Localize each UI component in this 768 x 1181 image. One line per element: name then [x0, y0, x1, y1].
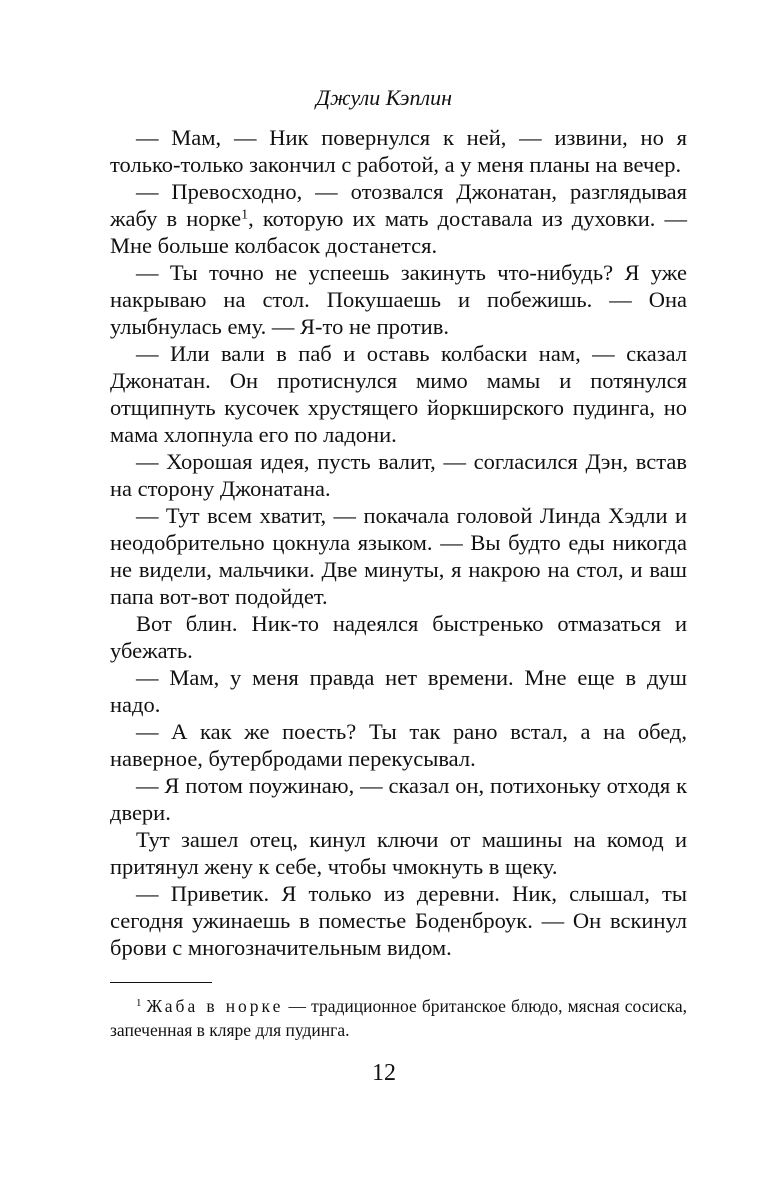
paragraph: Вот блин. Ник-то надеялся быстренько отмазаться и убежать. — [110, 611, 687, 663]
paragraph: — Хорошая идея, пусть валит, — согласился Дэн, встав на сторону Джонатана. — [110, 449, 687, 501]
running-header: Джули Кэплин — [316, 85, 452, 110]
paragraph: — Тут всем хватит, — покачала головой Линда Хэдли и неодобрительно цокнула языком. — Вы будто еды никогда не видели, мальчики. Две минуты, я накрою на стол, и ваш папа вот-вот подойдет. — [110, 503, 687, 609]
paragraph: — А как же поесть? Ты так рано встал, а на обед, наверное, бутербродами перекусывал. — [110, 719, 687, 771]
footnote — [110, 994, 687, 1042]
footnote-marker: 1 — [136, 997, 142, 1010]
footnote-divider — [110, 982, 212, 983]
paragraph — [110, 178, 687, 259]
paragraph: — Или вали в паб и оставь колбаски нам, — сказал Джонатан. Он протиснулся мимо мамы и потянулся отщипнуть кусочек хрустящего йоркширского пудинга, но мама хлопнула его по ладони. — [110, 341, 687, 447]
paragraph-text: , которую их мать доставала из духовки. — Мне больше колбасок достанется. — [110, 206, 687, 258]
paragraph: Тут зашел отец, кинул ключи от машины на комод и притянул жену к себе, чтобы чмокнуть в щеку. — [110, 827, 687, 879]
paragraph-text: — Превосходно, — отозвался Джонатан, разглядывая жабу в норке — [110, 179, 687, 231]
footnote-reference[interactable]: 1 — [241, 207, 249, 223]
footnote-definition: — традиционное британское блюдо, мясная сосиска, запеченная в кляре для пудинга. — [110, 996, 687, 1040]
page-number: 12 — [372, 1060, 396, 1086]
main-text — [110, 124, 687, 961]
paragraph: — Приветик. Я только из деревни. Ник, слышал, ты сегодня ужинаешь в поместье Боденброук. — Он вскинул брови с многозначительным видом. — [110, 881, 687, 960]
paragraph: — Ты точно не успеешь закинуть что-нибудь? Я уже накрываю на стол. Покушаешь и побежишь. — Она улыбнулась ему. — Я-то не против. — [110, 260, 687, 339]
footnote-term: Жаба в норке — [146, 996, 284, 1016]
paragraph: — Мам, — Ник повернулся к ней, — извини, но я только-только закончил с работой, а у меня планы на вечер. — [110, 125, 687, 177]
paragraph: — Я потом поужинаю, — сказал он, потихоньку отходя к двери. — [110, 773, 687, 825]
paragraph: — Мам, у меня правда нет времени. Мне еще в душ надо. — [110, 665, 687, 717]
